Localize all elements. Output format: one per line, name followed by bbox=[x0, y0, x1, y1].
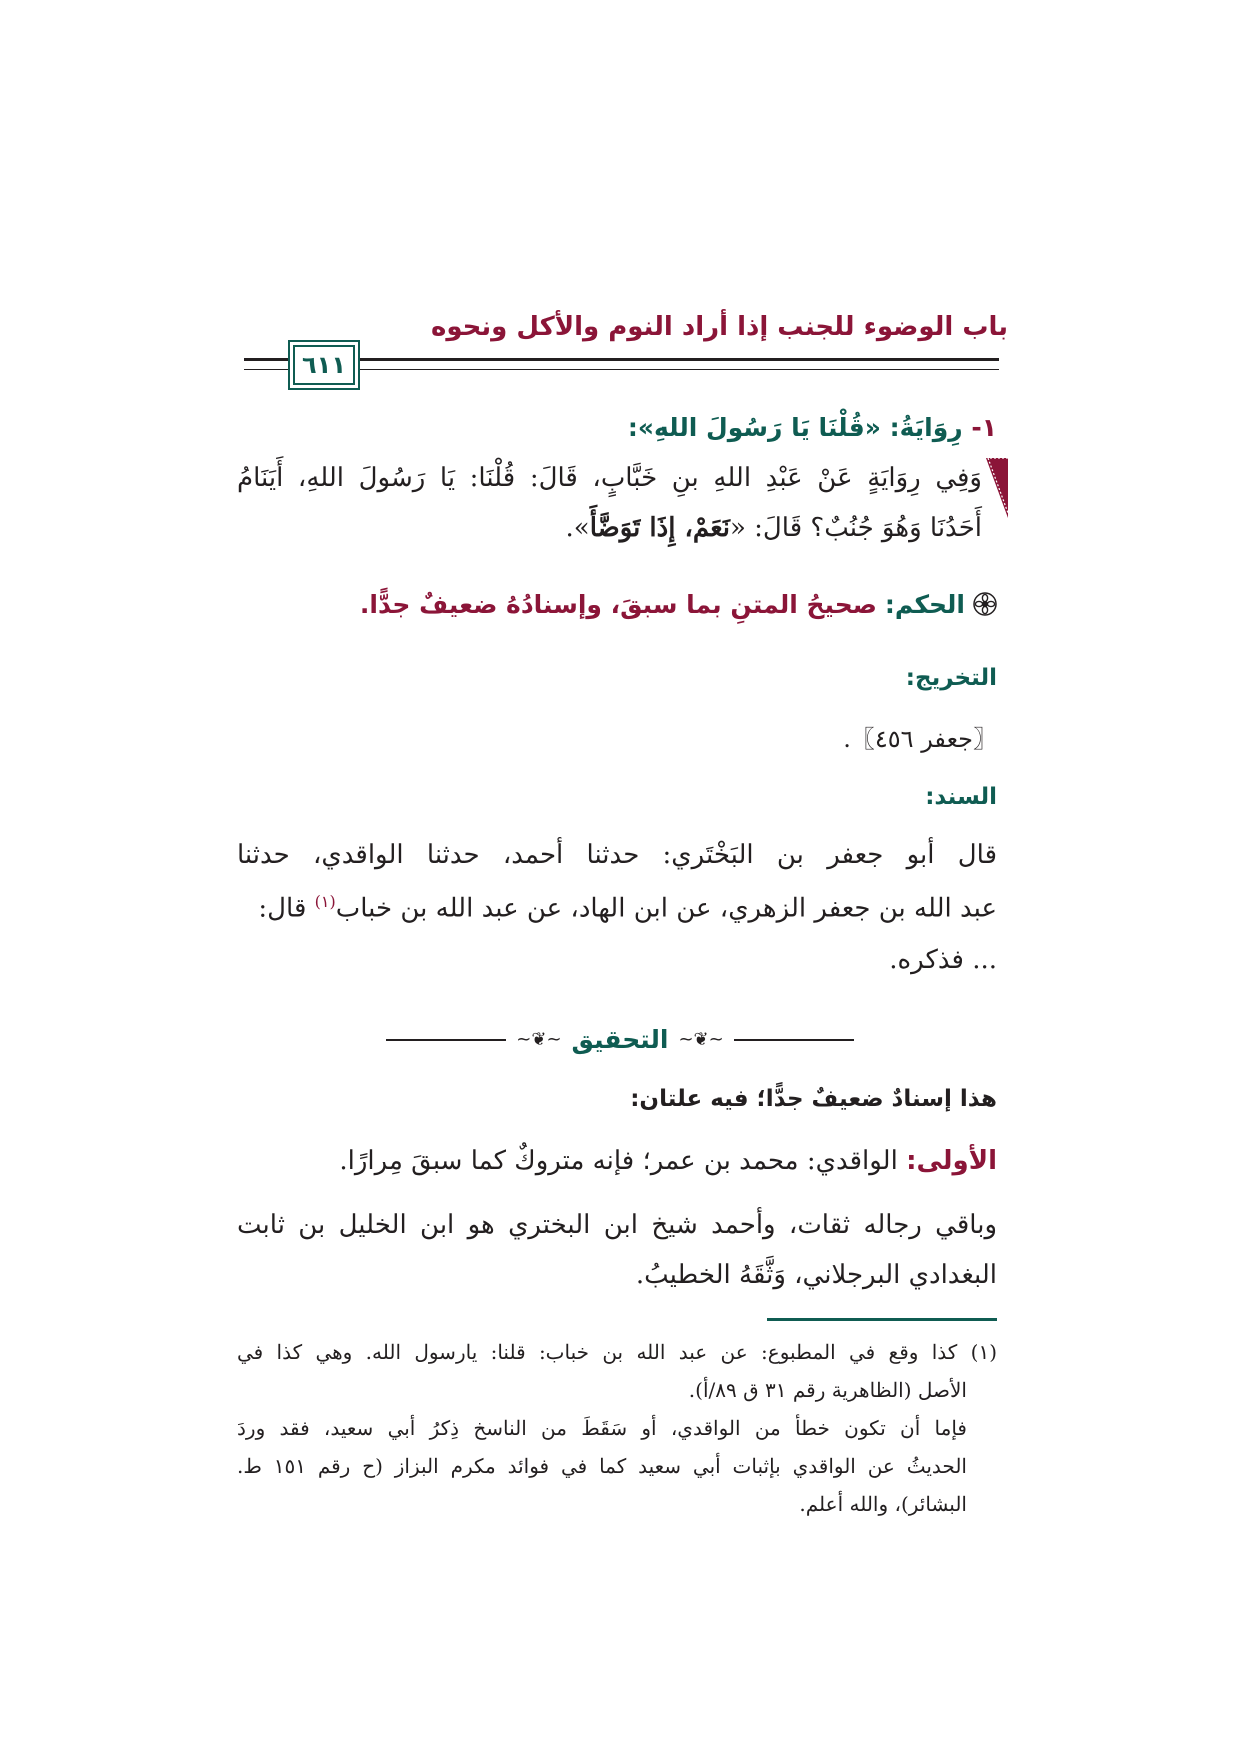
sanad-line-3: ... فذكره. bbox=[889, 945, 997, 975]
footnote-line-3: فإما أن تكون خطأ من الواقدي، أو سَقَطَ من الناسخ ذِكرُ أبي سعيد، فقد وردَ bbox=[237, 1416, 967, 1440]
first-defect-label: الأولى: bbox=[906, 1146, 997, 1176]
footnote-rule bbox=[767, 1318, 997, 1321]
tahqiq-intro: هذا إسنادٌ ضعيفٌ جدًّا؛ فيه علتان: bbox=[630, 1086, 997, 1112]
page-number: ٦١١ bbox=[302, 351, 346, 379]
footnote-marker: (١) bbox=[314, 892, 336, 911]
flower-icon bbox=[973, 592, 997, 616]
section-number: ١- bbox=[971, 413, 997, 442]
takhrij-reference: 〖جعفر ٤٥٦〗. bbox=[843, 725, 997, 753]
hadith-line-1: وَفِي رِوَايَةٍ عَنْ عَبْدِ اللهِ بنِ خَبَّابٍ، قَالَ: قُلْنَا: يَا رَسُولَ اللهِ، أَيَنَامُ bbox=[237, 463, 982, 493]
sanad-line-2-text: عبد الله بن جعفر الزهري، عن ابن الهاد، عن عبد الله بن خباب bbox=[335, 893, 997, 924]
footnote-line-5: البشائر)، والله أعلم. bbox=[799, 1492, 967, 1516]
tahqiq-heading bbox=[0, 1025, 1240, 1054]
footnote-line-1: (١) كذا وقع في المطبوع: عن عبد الله بن خباب: قلنا: يارسول الله. وهي كذا في bbox=[237, 1340, 997, 1364]
sanad-line-2-end: قال: bbox=[258, 893, 315, 924]
tahqiq-para-line-1: وباقي رجاله ثقات، وأحمد شيخ ابن البختري هو ابن الخليل بن ثابت bbox=[237, 1210, 997, 1240]
takhrij-label: التخريج: bbox=[905, 665, 997, 691]
footnote-line-2: الأصل (الظاهرية رقم ٣١ ق ٨٩/أ). bbox=[688, 1378, 967, 1402]
ruling-text: صحيحُ المتنِ بما سبقَ، وإسنادُهُ ضعيفٌ جدًّا. bbox=[359, 590, 877, 619]
page-number-frame bbox=[288, 340, 360, 390]
hadith-corner-ornament bbox=[986, 458, 1008, 518]
ornament-flourish-left: ~❦~ bbox=[516, 1029, 562, 1050]
tahqiq-para-line-2: البغدادي البرجلاني، وَثَّقَهُ الخطيبُ. bbox=[635, 1260, 997, 1290]
ruling bbox=[237, 590, 997, 620]
ornament-line-left bbox=[386, 1039, 506, 1041]
footnote-line-4: الحديثُ عن الواقدي بإثبات أبي سعيد كما في فوائد مكرم البزاز (ح رقم ١٥١ ط. bbox=[237, 1454, 967, 1478]
ruling-label: الحكم: bbox=[884, 590, 965, 619]
sanad-label: السند: bbox=[925, 784, 997, 810]
first-defect-text: الواقدي: محمد بن عمر؛ فإنه متروكٌ كما سبقَ مِرارًا. bbox=[339, 1146, 907, 1176]
hadith-line-2-end: ». bbox=[565, 513, 590, 543]
hadith-line-2-start: أَحَدُنَا وَهُوَ جُنُبٌ؟ قَالَ: « bbox=[729, 513, 982, 543]
tahqiq-title: التحقيق bbox=[571, 1025, 669, 1054]
hadith-line-2 bbox=[237, 513, 982, 544]
ornament-flourish-right: ~❦~ bbox=[678, 1029, 724, 1050]
section-title: رِوَايَةُ: «قُلْنَا يَا رَسُولَ اللهِ»: bbox=[627, 413, 963, 442]
section-heading bbox=[237, 413, 997, 443]
sanad-line-1: قال أبو جعفر بن البَخْتَري: حدثنا أحمد، حدثنا الواقدي، حدثنا bbox=[237, 840, 997, 870]
hadith-prophet-words: نَعَمْ، إِذَا تَوَضَّأَ bbox=[589, 513, 730, 543]
sanad-line-2 bbox=[237, 892, 997, 925]
running-title: باب الوضوء للجنب إذا أراد النوم والأكل ونحوه bbox=[431, 312, 1008, 342]
first-defect bbox=[237, 1146, 997, 1177]
ornament-line-right bbox=[734, 1039, 854, 1041]
